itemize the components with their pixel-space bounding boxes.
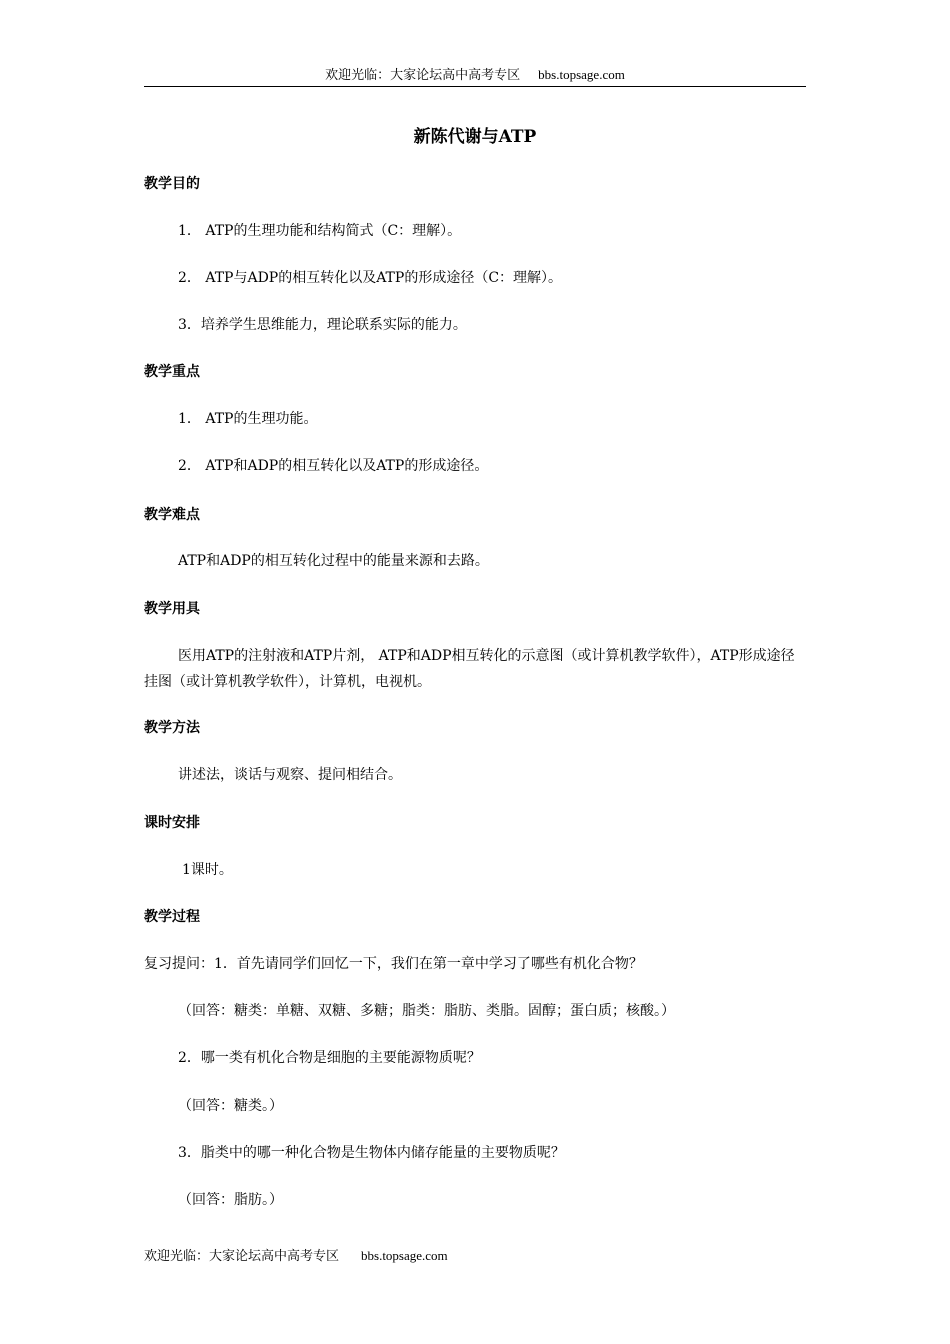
goal-item-2: 2． ATP与ADP的相互转化以及ATP的形成途径（C：理解）。 <box>178 270 563 286</box>
goal-item-1: 1． ATP的生理功能和结构简式（C：理解）。 <box>178 223 462 239</box>
heading-key: 教学重点 <box>144 364 200 380</box>
page-title: 新陈代谢与ATP <box>413 127 537 147</box>
heading-method: 教学方法 <box>144 720 200 736</box>
heading-difficulty: 教学难点 <box>144 507 200 523</box>
key-item-1: 1． ATP的生理功能。 <box>178 411 318 427</box>
heading-tools: 教学用具 <box>144 601 200 617</box>
page-header <box>144 66 806 87</box>
process-line-1: 复习提问：1．首先请同学们回忆一下，我们在第一章中学习了哪些有机化合物？ <box>144 956 643 972</box>
process-line-5: 3．脂类中的哪一种化合物是生物体内储存能量的主要物质呢？ <box>178 1145 565 1161</box>
process-line-6: （回答：脂肪。） <box>178 1192 283 1208</box>
key-item-2: 2． ATP和ADP的相互转化以及ATP的形成途径。 <box>178 458 489 474</box>
header-url[interactable]: bbs.topsage.com <box>538 67 625 82</box>
goal-item-3: 3．培养学生思维能力，理论联系实际的能力。 <box>178 317 467 333</box>
difficulty-text: ATP和ADP的相互转化过程中的能量来源和去路。 <box>178 553 489 569</box>
footer-url[interactable]: bbs.topsage.com <box>361 1248 448 1263</box>
page-footer <box>144 1247 448 1265</box>
process-line-2: （回答：糖类：单糖、双糖、多糖；脂类：脂肪、类脂。固醇；蛋白质；核酸。） <box>178 1003 675 1019</box>
tools-text: 医用ATP的注射液和ATP片剂， ATP和ADP相互转化的示意图（或计算机教学软件），ATP形成途径挂图（或计算机教学软件），计算机，电视机。 <box>144 648 795 690</box>
process-line-3: 2．哪一类有机化合物是细胞的主要能源物质呢？ <box>178 1050 481 1066</box>
footer-site: 欢迎光临：大家论坛高中高考专区 <box>144 1248 340 1263</box>
heading-schedule: 课时安排 <box>144 815 200 831</box>
header-site: 欢迎光临：大家论坛高中高考专区 <box>325 67 521 82</box>
heading-goals: 教学目的 <box>144 176 200 192</box>
schedule-text: 1课时。 <box>182 862 233 878</box>
method-text: 讲述法，谈话与观察、提问相结合。 <box>178 767 402 783</box>
heading-process: 教学过程 <box>144 909 200 925</box>
process-line-4: （回答：糖类。） <box>178 1098 283 1114</box>
